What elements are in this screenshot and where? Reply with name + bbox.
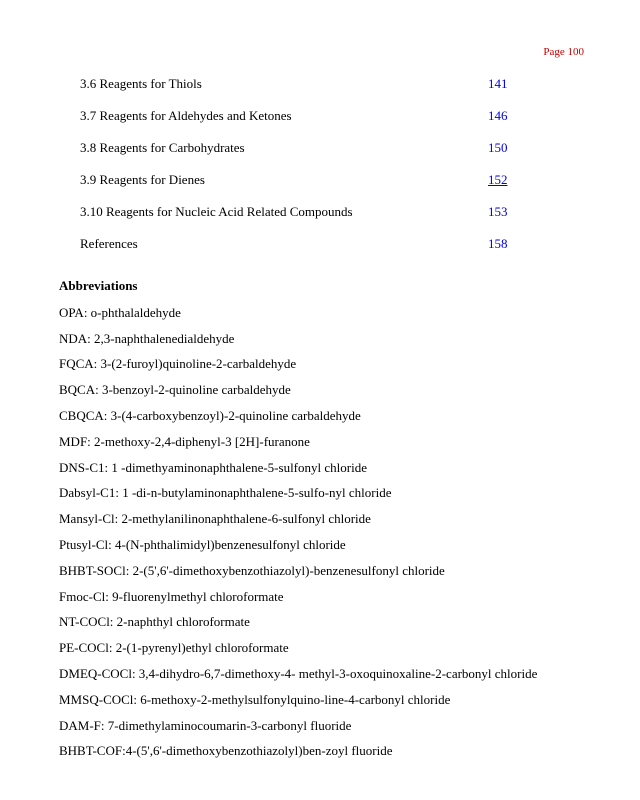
abbreviation-entry: MDF: 2-methoxy-2,4-diphenyl-3 [2H]-furanone: [59, 433, 310, 449]
toc-entry: [80, 228, 512, 260]
abbreviation-entry: Ptusyl-Cl: 4-(N-phthalimidyl)benzenesulfonyl chloride: [59, 537, 346, 553]
page-number: Page 100: [543, 46, 584, 58]
abbreviation-entry: Fmoc-Cl: 9-fluorenylmethyl chloroformate: [59, 588, 284, 604]
abbreviation-entry: DNS-C1: 1 -dimethyaminonaphthalene-5-sulfonyl chloride: [59, 459, 367, 475]
toc-entry-title: 3.7 Reagents for Aldehydes and Ketones: [80, 108, 292, 123]
abbreviation-entry: BHBT-SOCl: 2-(5',6'-dimethoxybenzothiazolyl)-benzenesulfonyl chloride: [59, 562, 445, 578]
abbreviation-entry: NDA: 2,3-naphthalenedialdehyde: [59, 330, 235, 346]
toc-entry-title: 3.10 Reagents for Nucleic Acid Related Compounds: [80, 204, 353, 219]
toc-entry-title: 3.6 Reagents for Thiols: [80, 76, 202, 91]
abbreviation-entry: PE-COCl: 2-(1-pyrenyl)ethyl chloroformate: [59, 640, 289, 656]
toc-page-link[interactable]: 150: [488, 140, 508, 155]
toc-entry: [80, 100, 512, 132]
abbreviation-entry: CBQCA: 3-(4-carboxybenzoyl)-2-quinoline carbaldehyde: [59, 408, 361, 424]
abbreviation-entry: FQCA: 3-(2-furoyl)quinoline-2-carbaldehyde: [59, 356, 297, 372]
toc-entry: [80, 196, 512, 228]
abbreviation-entry: DAM-F: 7-dimethylaminocoumarin-3-carbonyl fluoride: [59, 717, 352, 733]
toc-page-link[interactable]: 152: [488, 172, 508, 187]
abbreviation-entry: DMEQ-COCl: 3,4-dihydro-6,7-dimethoxy-4- methyl-3-oxoquinoxaline-2-carbonyl chloride: [59, 666, 538, 682]
abbreviation-entry: OPA: o-phthalaldehyde: [59, 304, 181, 320]
toc-page-link[interactable]: 141: [488, 76, 508, 91]
abbreviation-entry: BHBT-COF:4-(5',6'-dimethoxybenzothiazolyl)ben-zoyl fluoride: [59, 743, 393, 759]
abbreviations-heading: Abbreviations: [59, 278, 138, 293]
toc-entry-title: 3.8 Reagents for Carbohydrates: [80, 140, 245, 155]
abbreviation-entry: NT-COCl: 2-naphthyl chloroformate: [59, 614, 250, 630]
toc-page-link[interactable]: 158: [488, 236, 508, 251]
toc-entry: [80, 164, 512, 196]
abbreviation-entry: MMSQ-COCl: 6-methoxy-2-methylsulfonylquino-line-4-carbonyl chloride: [59, 691, 451, 707]
toc-entry: [80, 132, 512, 164]
toc-entry-title: References: [80, 236, 138, 251]
toc-page-link[interactable]: 153: [488, 204, 508, 219]
toc-entry-title: 3.9 Reagents for Dienes: [80, 172, 205, 187]
toc-entry: [80, 68, 512, 100]
abbreviations-list: [59, 300, 619, 764]
abbreviation-entry: Mansyl-Cl: 2-methylanilinonaphthalene-6-sulfonyl chloride: [59, 511, 371, 527]
abbreviation-entry: BQCA: 3-benzoyl-2-quinoline carbaldehyde: [59, 382, 291, 398]
abbreviation-entry: Dabsyl-C1: 1 -di-n-butylaminonaphthalene-5-sulfo-nyl chloride: [59, 485, 392, 501]
toc-page-link[interactable]: 146: [488, 108, 508, 123]
table-of-contents: [80, 68, 512, 260]
